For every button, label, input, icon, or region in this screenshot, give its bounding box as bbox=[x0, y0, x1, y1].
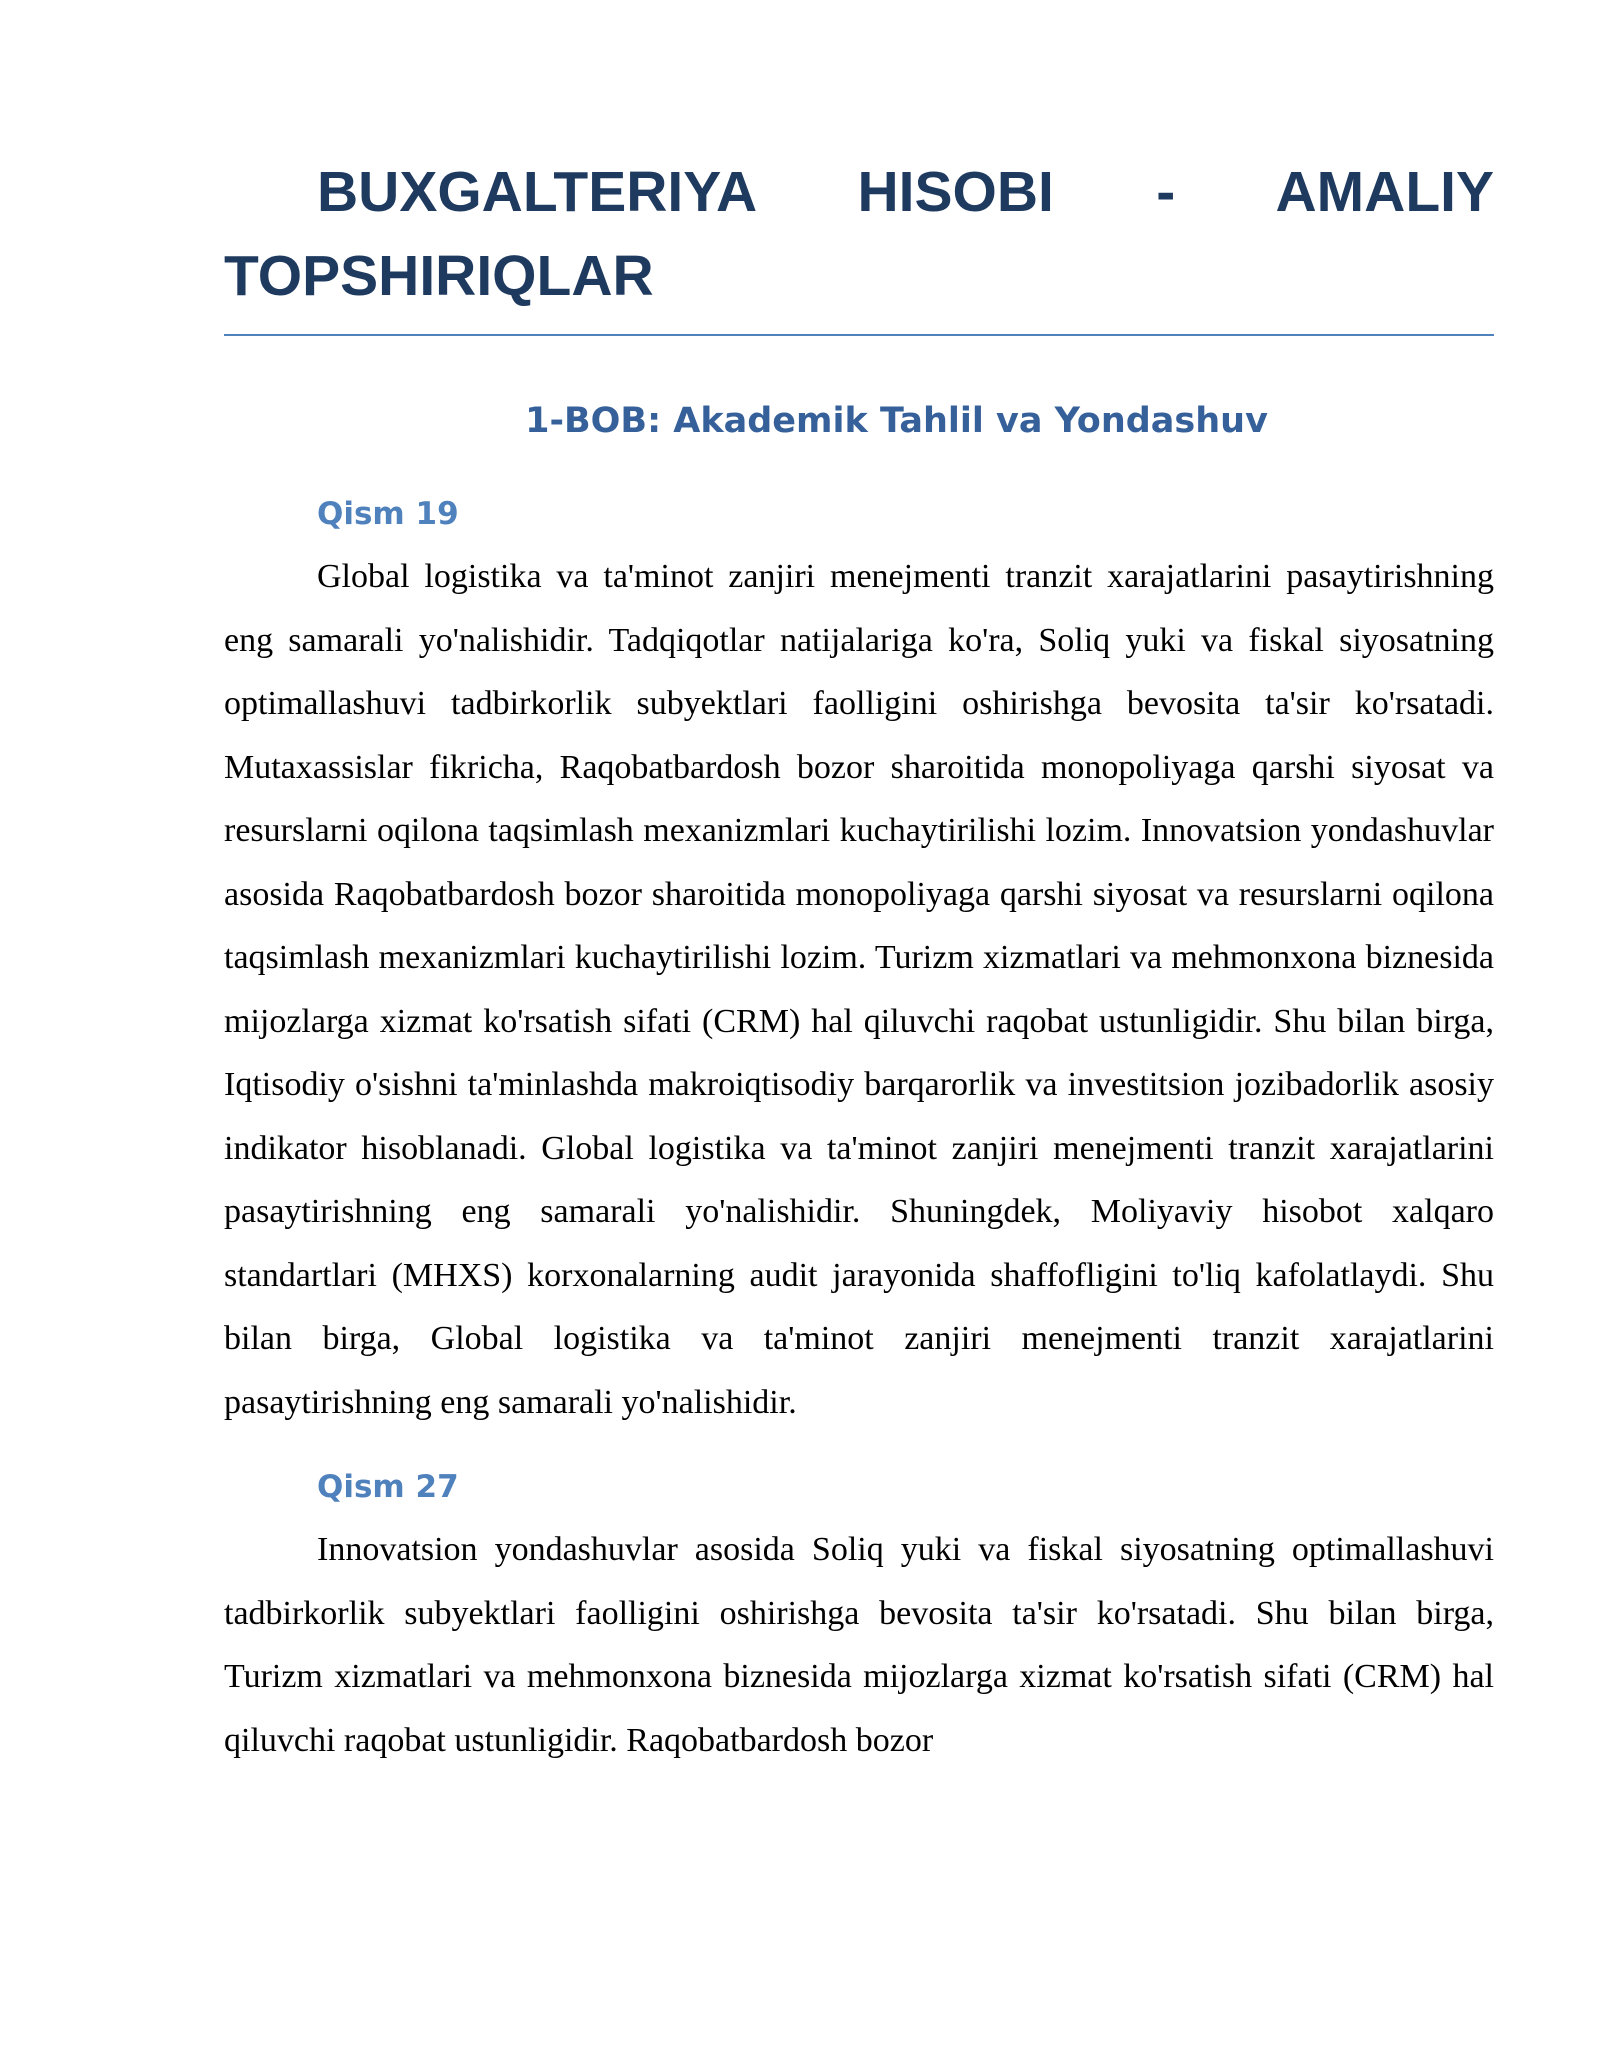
body-paragraph: Global logistika va ta'minot zanjiri menejmenti tranzit xarajatlarini pasaytirishning eng samarali yo'nalishidir. Tadqiqotlar natijalariga ko'ra, Soliq yuki va fiskal siyosatning optimallashuvi tadbirkorlik subyektlari faolligini oshirishga bevosita ta'sir ko'rsatadi. Mutaxassislar fikricha, Raqobatbardosh bozor sharoitida monopoliyaga qarshi siyosat va resurslarni oqilona taqsimlash mexanizmlari kuchaytirilishi lozim. Innovatsion yondashuvlar asosida Raqobatbardosh bozor sharoitida monopoliyaga qarshi siyosat va resurslarni oqilona taqsimlash mexanizmlari kuchaytirilishi lozim. Turizm xizmatlari va mehmonxona biznesida mijozlarga xizmat ko'rsatish sifati (CRM) hal qiluvchi raqobat ustunligidir. Shu bilan birga, Iqtisodiy o'sishni ta'minlashda makroiqtisodiy barqarorlik va investitsion jozibadorlik asosiy indikator hisoblanadi. Global logistika va ta'minot zanjiri menejmenti tranzit xarajatlarini pasaytirishning eng samarali yo'nalishidir. Shuningdek, Moliyaviy hisobot xalqaro standartlari (MHXS) korxonalarning audit jarayonida shaffofligini to'liq kafolatlaydi. Shu bilan birga, Global logistika va ta'minot zanjiri menejmenti tranzit xarajatlarini pasaytirishning eng samarali yo'nalishidir. bbox=[224, 558, 1494, 1421]
document-title: BUXGALTERIYA HISOBI - AMALIY TOPSHIRIQLAR bbox=[224, 150, 1494, 336]
section-heading: Qism 27 bbox=[317, 1469, 459, 1505]
body-paragraph: Innovatsion yondashuvlar asosida Soliq yuki va fiskal siyosatning optimallashuvi tadbirkorlik subyektlari faolligini oshirishga bevosita ta'sir ko'rsatadi. Shu bilan birga, Turizm xizmatlari va mehmonxona biznesida mijozlarga xizmat ko'rsatish sifati (CRM) hal qiluvchi raqobat ustunligidir. Raqobatbardosh bozor bbox=[224, 1531, 1494, 1759]
document-page bbox=[224, 150, 1494, 1772]
section-qism-27 bbox=[224, 1464, 1494, 1772]
chapter-heading: 1-BOB: Akademik Tahlil va Yondashuv bbox=[525, 401, 1268, 441]
section-heading: Qism 19 bbox=[317, 496, 459, 532]
section-qism-19 bbox=[224, 491, 1494, 1434]
